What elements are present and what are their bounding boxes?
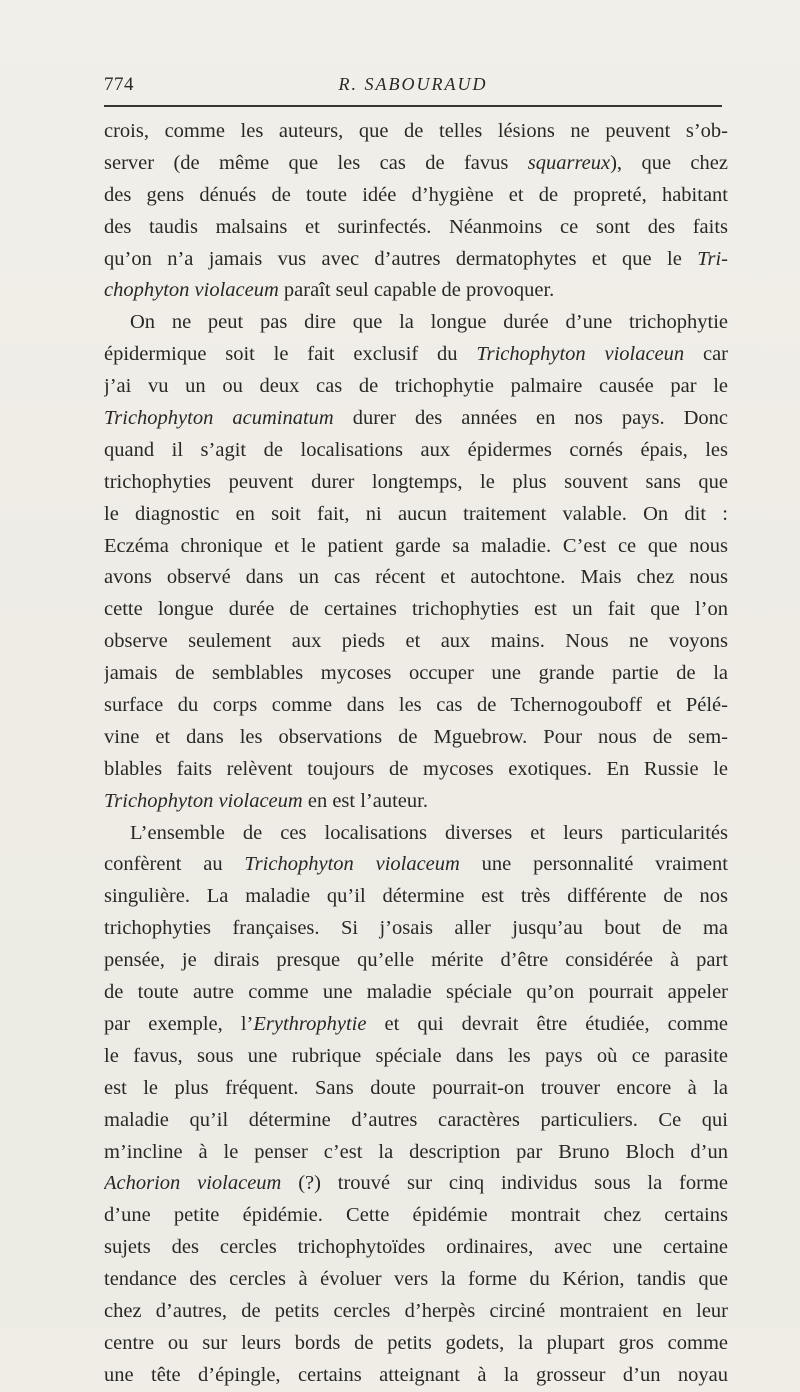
text-run: qu’on n’a jamais vus avec d’autres dermatophytes et que le (104, 247, 698, 270)
text-line (104, 722, 728, 754)
italic-term: squarreux (527, 151, 611, 174)
text-run: (?) trouvé sur cinq individus sous la forme (281, 1172, 728, 1195)
text-line (104, 531, 728, 563)
text-line (104, 1232, 728, 1264)
text-run: car (684, 343, 728, 366)
text-line (104, 1328, 728, 1360)
text-run: surface du corps comme dans les cas de Tchernogouboff et Pélé- (104, 694, 728, 717)
text-run: cette longue durée de certaines trichophyties est un fait que l’on (104, 598, 728, 621)
text-line (104, 403, 728, 435)
text-run: quand il s’agit de localisations aux épidermes cornés épais, les (104, 438, 728, 461)
text-run: trichophyties peuvent durer longtemps, le plus souvent sans que (104, 470, 728, 493)
paragraph (104, 116, 728, 307)
text-line (104, 148, 728, 180)
text-run: sujets des cercles trichophytoïdes ordinaires, avec une certaine (104, 1236, 728, 1259)
text-run: tendance des cercles à évoluer vers la forme du Kérion, tandis que (104, 1268, 728, 1291)
text-line (104, 1360, 728, 1392)
text-line (104, 116, 728, 148)
text-run: L’ensemble de ces localisations diverses et leurs particularités (130, 821, 728, 844)
text-run: crois, comme les auteurs, que de telles lésions ne peuvent s’ob- (104, 120, 728, 142)
italic-term: Erythrophytie (253, 1012, 367, 1035)
text-line (104, 1200, 728, 1232)
text-line (104, 658, 728, 690)
text-run: blables faits relèvent toujours de mycoses exotiques. En Russie le (104, 757, 728, 780)
text-line (104, 212, 728, 244)
text-line (104, 881, 728, 913)
text-run: Eczéma chronique et le patient garde sa maladie. C’est ce que nous (104, 534, 728, 557)
text-line (104, 1105, 728, 1137)
text-line (104, 913, 728, 945)
text-run: vine et dans les observations de Mguebrow. Pour nous de sem- (104, 725, 728, 748)
text-run: une personnalité vraiment (459, 853, 728, 876)
text-line (104, 244, 728, 276)
text-run: m’incline à le penser c’est la description par Bruno Bloch d’un (104, 1140, 728, 1163)
italic-term: Trichophyton violaceum (104, 789, 303, 812)
text-run: singulière. La maladie qu’il détermine est très différente de nos (104, 885, 728, 908)
italic-term: Achorion violaceum (104, 1172, 282, 1195)
text-line (104, 1296, 728, 1328)
text-run: est le plus fréquent. Sans doute pourrait-on trouver encore à la (104, 1076, 728, 1099)
text-run: centre ou sur leurs bords de petits godets, la plupart gros comme (104, 1331, 728, 1354)
paragraph (104, 818, 728, 1392)
text-line (104, 275, 728, 307)
text-run: durer des années en nos pays. Donc (333, 407, 728, 430)
page-number: 774 (104, 74, 134, 95)
text-run: avons observé dans un cas récent et autochtone. Mais chez nous (104, 566, 728, 589)
header-rule (104, 105, 722, 107)
text-run: paraît seul capable de provoquer. (278, 279, 555, 302)
running-head: R. SABOURAUD (338, 74, 488, 94)
text-line (104, 1009, 728, 1041)
text-line (104, 435, 728, 467)
text-run: par exemple, l’ (104, 1012, 254, 1035)
text-line (104, 754, 728, 786)
text-run: pensée, je dirais presque qu’elle mérite d’être considérée à part (104, 949, 728, 972)
text-run: épidermique soit le fait exclusif du (104, 343, 477, 366)
text-run: trichophyties françaises. Si j’osais aller jusqu’au bout de ma (104, 917, 728, 940)
text-run: d’une petite épidémie. Cette épidémie montrait chez certains (104, 1204, 728, 1227)
text-run: ), que chez (610, 151, 728, 174)
text-run: en est l’auteur. (302, 789, 428, 812)
text-run: observe seulement aux pieds et aux mains. Nous ne voyons (104, 630, 728, 653)
text-run: une tête d’épingle, certains atteignant à la grosseur d’un noyau (104, 1363, 728, 1386)
text-line (104, 339, 728, 371)
text-line (104, 849, 728, 881)
text-line (104, 786, 728, 818)
italic-term: chophyton violaceum (104, 279, 279, 302)
italic-term: Trichophyton violaceum (244, 853, 460, 876)
text-run: le diagnostic en soit fait, ni aucun traitement valable. On dit : (104, 502, 728, 525)
text-run: et qui devrait être étudiée, comme (366, 1012, 728, 1035)
text-line (104, 180, 728, 212)
text-line (104, 499, 728, 531)
italic-term: Trichophyton acuminatum (104, 407, 334, 430)
text-line (104, 467, 728, 499)
text-run: On ne peut pas dire que la longue durée d’une trichophytie (130, 311, 728, 334)
text-line (104, 1168, 728, 1200)
text-line (104, 1073, 728, 1105)
text-run: des taudis malsains et surinfectés. Néanmoins ce sont des faits (104, 215, 728, 238)
text-run: des gens dénués de toute idée d’hygiène et de propreté, habitant (104, 183, 728, 206)
italic-term: Trichophyton violaceun (476, 343, 685, 366)
italic-term: Tri- (697, 247, 728, 270)
text-line (104, 371, 728, 403)
text-line (104, 945, 728, 977)
text-line (104, 594, 728, 626)
text-run: confèrent au (104, 853, 245, 876)
text-line (104, 977, 728, 1009)
text-run: server (de même que les cas de favus (104, 151, 528, 174)
body-text (104, 116, 728, 1392)
text-line (104, 626, 728, 658)
text-line (104, 818, 728, 850)
page-header (104, 70, 722, 100)
text-run: chez d’autres, de petits cercles d’herpès circiné montraient en leur (104, 1299, 728, 1322)
text-run: de toute autre comme une maladie spéciale qu’on pourrait appeler (104, 981, 728, 1004)
text-line (104, 1041, 728, 1073)
text-run: le favus, sous une rubrique spéciale dans les pays où ce parasite (104, 1044, 728, 1067)
text-line (104, 1137, 728, 1169)
text-run: jamais de semblables mycoses occuper une grande partie de la (104, 662, 728, 685)
text-line (104, 1264, 728, 1296)
text-run: maladie qu’il détermine d’autres caractères particuliers. Ce qui (104, 1108, 728, 1131)
text-line (104, 690, 728, 722)
text-line (104, 307, 728, 339)
paragraph (104, 307, 728, 817)
text-line (104, 562, 728, 594)
text-run: j’ai vu un ou deux cas de trichophytie palmaire causée par le (104, 375, 728, 398)
